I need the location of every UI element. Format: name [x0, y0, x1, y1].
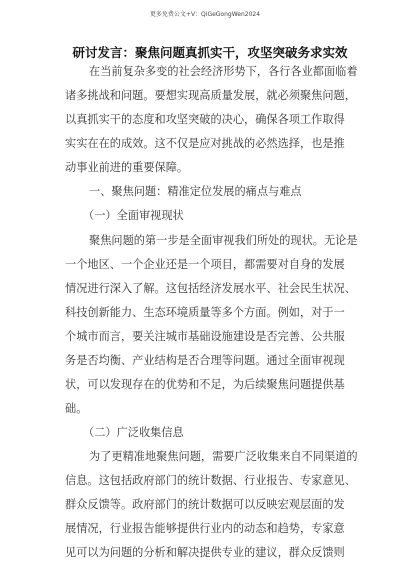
- paragraph-line: 见可以为问题的分析和解决提供专业的建议，群众反馈则: [65, 546, 345, 559]
- paragraph-line: 信息。这包括政府部门的统计数据、行业报告、专家意见、: [65, 474, 356, 487]
- paragraph-line: 为了更精准地聚焦问题，需要广泛收集来自不同渠道的: [89, 450, 358, 463]
- paragraph-line: 情况进行深入了解。这包括经济发展水平、社会民生状况、: [65, 282, 356, 295]
- paragraph-line: 础。: [65, 402, 88, 415]
- paragraph-line: 实实在在的成效。这不仅是应对挑战的必然选择，也是推: [65, 137, 345, 150]
- paragraph-line: 个城市而言，要关注城市基础设施建设是否完善、公共服: [65, 330, 345, 343]
- page-header: 更多免费公文+V：QiGeGongWen2024: [149, 11, 261, 18]
- paragraph-line: 动事业前进的重要保障。: [65, 161, 189, 174]
- document-title: 研讨发言：聚焦问题真抓实干，攻坚突破务求实效: [72, 45, 348, 60]
- paragraph-line: 以真抓实干的态度和攻坚突破的决心，确保各项工作取得: [65, 113, 345, 126]
- paragraph-line: 一个地区、一个企业还是一个项目，都需要对自身的发展: [65, 258, 345, 271]
- paragraph-line: 展情况，行业报告能够提供行业内的动态和趋势，专家意: [65, 522, 345, 535]
- subsection-heading: （一）全面审视现状: [83, 209, 184, 222]
- paragraph-line: 在当前复杂多变的社会经济形势下，各行各业都面临着: [89, 65, 358, 78]
- section-heading: 一、聚焦问题：精准定位发展的痛点与难点: [89, 185, 302, 198]
- paragraph-line: 群众反馈等。政府部门的统计数据可以反映宏观层面的发: [65, 498, 345, 511]
- paragraph-line: 科技创新能力、生态环境质量等多个方面。例如，对于一: [65, 306, 345, 319]
- paragraph-line: 聚焦问题的第一步是全面审视我们所处的现状。无论是: [89, 234, 358, 247]
- paragraph-line: 状，可以发现存在的优势和不足，为后续聚焦问题提供基: [65, 378, 345, 391]
- subsection-heading: （二）广泛收集信息: [83, 426, 184, 439]
- paragraph-line: 诸多挑战和问题。要想实现高质量发展，就必须聚焦问题，: [65, 89, 356, 102]
- paragraph-line: 务是否均衡、产业结构是否合理等问题。通过全面审视现: [65, 354, 345, 367]
